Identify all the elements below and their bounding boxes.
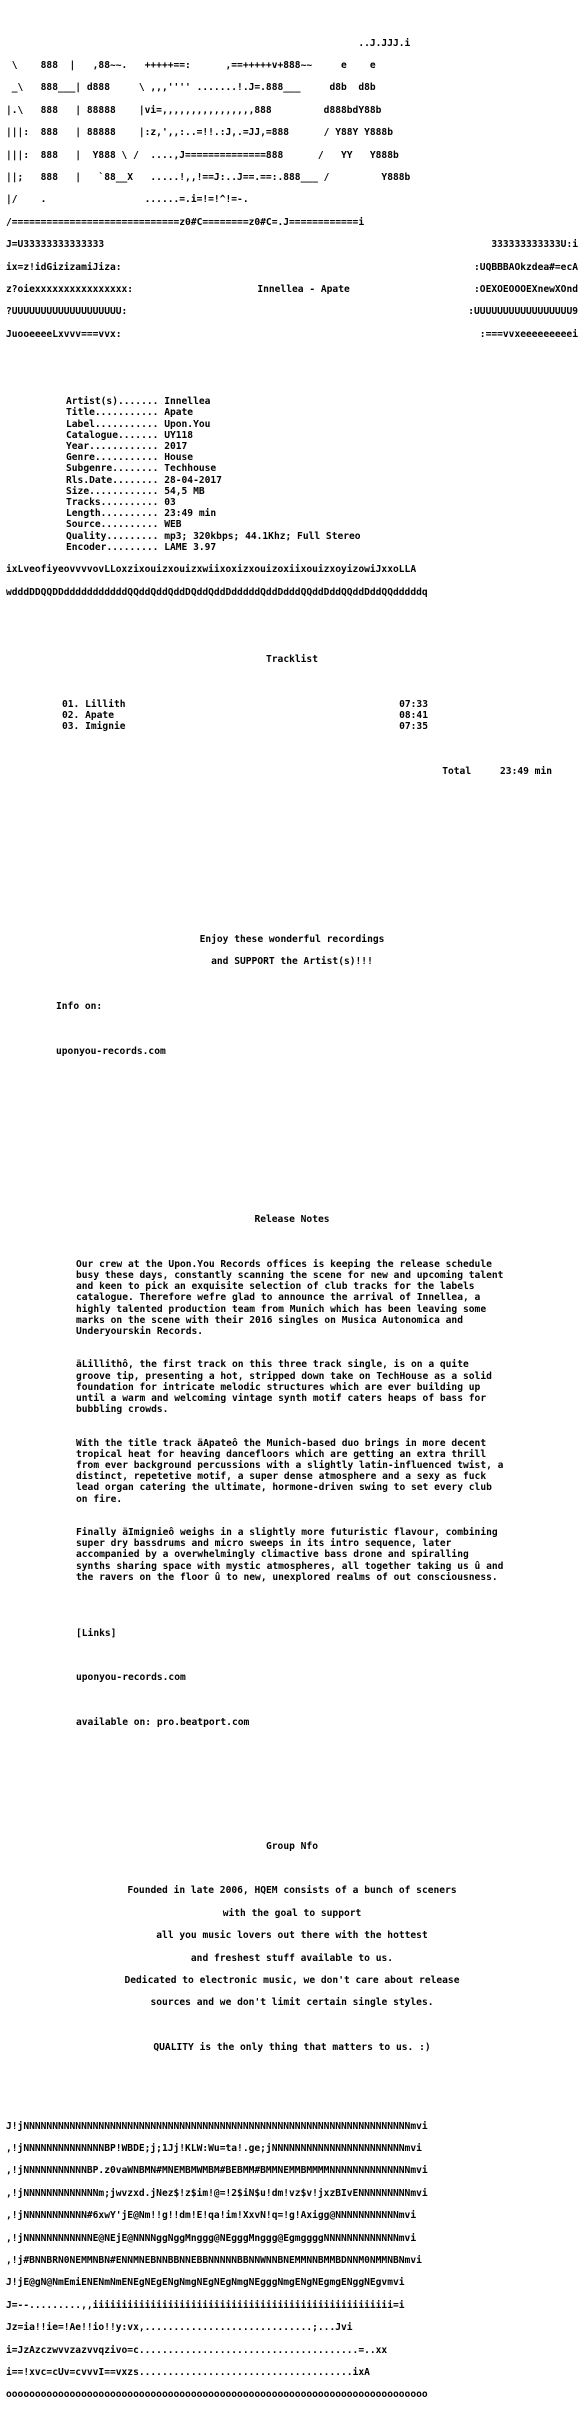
spacer [6, 1796, 578, 1807]
info-key: Genre [66, 452, 95, 464]
info-value: 54,5 MB [164, 485, 205, 497]
track-name: Lillith [85, 698, 126, 710]
spacer [6, 1650, 578, 1661]
info-value: 2017 [164, 440, 188, 452]
footer-end: J=--.........,,iiiiiiiiiiiiiiiiiiiiiiiiiiiiiiiiiiiiiiiiiiiiiiiiiiii=i [6, 2299, 405, 2311]
info-value: UY118 [164, 429, 194, 441]
track-time: 08:41 [399, 709, 428, 721]
side-right: :===vvxeeeeeeeeei [479, 328, 578, 340]
info-dots: ........... [94, 407, 165, 419]
info-value: mp3; 320kbps; 44.1Khz; Full Stereo [164, 530, 361, 542]
release-notes [6, 1203, 578, 1740]
spacer [6, 1147, 578, 1158]
footer-line: ,!jNNNNNNNNNNN#6xwY'jE@Nm!!g!!dm!E!qa!im!XxvN!q=!g!Axigg@NNNNNNNNNNNmvi [6, 2210, 417, 2222]
info-row [6, 542, 578, 553]
footer-line: ,!jNNNNNNNNNNNBP.z0vaWNBMN#MNEMBMWMBM#BEBMM#BMMNEMMBMMMMNNNNNNNNNNNNNNmvi [6, 2165, 428, 2177]
info-key: Label [66, 418, 95, 430]
art-line: ..J.JJJ.i [6, 37, 411, 49]
track-title [6, 721, 126, 732]
support-line2: and SUPPORT the Artist(s)!!! [211, 956, 373, 968]
link-website[interactable]: uponyou-records.com [76, 1672, 186, 1684]
footer-line: ,!jNNNNNNNNNNNNNNBP!WBDE;j;1Jj!KLW:Wu=ta!.ge;jNNNNNNNNNNNNNNNNNNNNNNNmvi [6, 2142, 422, 2154]
info-value: 28-04-2017 [164, 474, 222, 486]
info-value: Techhouse [164, 463, 217, 475]
info-dots: ....... [117, 396, 165, 408]
art-line: |||: 888 | 88888 |:z,',,:..=!!.:J,.=JJ,=888 / Y88Y Y888b [6, 127, 393, 139]
track-row [6, 721, 578, 732]
info-row [6, 463, 578, 474]
spacer [6, 743, 578, 754]
info-dots: ....... [117, 429, 165, 441]
track-name: Apate [85, 709, 114, 721]
total-row [6, 766, 578, 777]
group-line: Dedicated to electronic music, we don't care about release [124, 1974, 460, 1986]
notes-heading: Release Notes [254, 1213, 330, 1225]
track-time: 07:35 [399, 721, 428, 732]
divider: ixLveofiyeovvvvovLLoxzixouizxouizxwiixoxizxouizoxiixouizxoyizowiJxxoLLA [6, 564, 417, 576]
side-right: :OEXOEOOOEXnewXOnd [474, 284, 578, 296]
info-key: Catalogue [66, 429, 118, 441]
spacer [6, 1751, 578, 1762]
spacer [6, 1863, 578, 1874]
info-key: Artist(s) [66, 396, 118, 408]
info-row [6, 519, 578, 530]
total-time: 23:49 min [500, 765, 552, 777]
notes-paragraph: With the title track äApateô the Munich-based duo brings in more decent tropical heat for heaving dancefloors which are getting an extra thrill from ever background percussions with a slightly latin-influenced twist, a distinct, repetetive motif, a super dense atmosphere and a sexy as fuck lead organ catering the ultimate, hormone-driven swing to set every club on fire. [76, 1437, 504, 1505]
info-row [6, 452, 578, 463]
info-key: Year [66, 440, 90, 452]
info-key: Rls.Date [66, 474, 113, 486]
info-key: Size [66, 485, 90, 497]
side-row [6, 329, 578, 340]
group-line: with the goal to support [222, 1907, 362, 1919]
track-list [6, 699, 578, 733]
info-dots: ........ [112, 474, 165, 486]
art-bar: /=============================z0#C========z0#C=.J============i [6, 216, 365, 228]
tracklist-heading: Tracklist [266, 653, 318, 665]
info-row [6, 419, 578, 430]
divider: wdddDDQQDDdddddddddddQQddQddQddDQddQddDdddddQddDdddQQddDddQQddDddQQdddddq [6, 586, 428, 598]
track-number: 03. [62, 721, 80, 732]
spacer [6, 676, 578, 687]
info-key: Source [66, 519, 101, 531]
footer-end: Jz=ia!!ie=!Ae!!io!!y:vx,.............................;...Jvi [6, 2322, 353, 2334]
link-beatport[interactable]: available on: pro.beatport.com [76, 1717, 250, 1729]
group-line: sources and we don't limit certain single styles. [150, 1997, 434, 2009]
info-value: 03 [164, 496, 176, 508]
spacer [6, 609, 578, 620]
spacer [6, 844, 578, 855]
group-quality: QUALITY is the only thing that matters to us. :) [153, 2042, 431, 2054]
info-key: Quality [66, 530, 107, 542]
group-line: Founded in late 2006, HQEM consists of a bunch of sceners [127, 1885, 457, 1897]
info-table [6, 396, 578, 553]
spacer [6, 1102, 578, 1113]
spacer [6, 822, 578, 833]
info-key: Encoder [66, 541, 107, 553]
info-dots: .......... [100, 508, 165, 520]
footer-end: ooooooooooooooooooooooooooooooooooooooooooooooooooooooooooooooooooooooooo [6, 2389, 428, 2401]
track-title [6, 710, 114, 721]
info-key: Title [66, 407, 95, 419]
info-dots: ......... [106, 530, 165, 542]
track-name: Imignie [85, 721, 126, 732]
spacer [6, 2020, 578, 2031]
side-left: ?UUUUUUUUUUUUUUUUUUU: [6, 306, 128, 318]
spacer [6, 1023, 578, 1034]
track-number: 01. [62, 698, 80, 710]
code-left: J=U33333333333333 [6, 239, 105, 251]
info-value: 23:49 min [164, 508, 217, 520]
info-value: Upon.You [164, 418, 211, 430]
footer-line: ,!jNNNNNNNNNNNNNm;jwvzxd.jNez$!z$im!@=!2$iN$u!dm!vz$v!jxzBIvENNNNNNNNNmvi [6, 2187, 428, 2199]
info-dots: ........... [94, 418, 165, 430]
info-value: House [164, 452, 194, 464]
art-line: ||; 888 | `88__X .....!,,!==J:..J==.==:.888___ / Y888b [6, 172, 411, 184]
notes-paragraph: Our crew at the Upon.You Records offices is keeping the release schedule busy these days, constantly scanning the scene for new and upcoming talent and keen to pick an exquisite selection of club tracks for the labels catalogue. Therefore wefre glad to announce the arrival of Innellea, a highly talented production team from Munich which has been leaving some marks on the scene with their 2016 singles on Musica Autonomica and Underyourskin Records. [76, 1258, 504, 1337]
info-dots: ........ [112, 463, 165, 475]
code-right: 333333333333U:i [491, 239, 578, 251]
art-line: _\ 888___| d888 \ ,,,'''' .......!.J=.888___ d8b d8b [6, 82, 376, 94]
support-box [6, 900, 578, 1068]
side-right: :UQBBBAOkzdea#=ecA [474, 261, 578, 273]
spacer [6, 1080, 578, 1091]
side-left: z?oiexxxxxxxxxxxxxxxx: [6, 284, 134, 296]
spacer [6, 799, 578, 810]
info-value: Innellea [164, 396, 211, 408]
footer-line: J!jE@gN@NmEmiENENmNmENEgNEgENgNmgNEgNEgNmgNEgggNmgENgNEgmgENggNEgvmvi [6, 2277, 405, 2289]
info-dots: ............ [89, 440, 165, 452]
art-line: |.\ 888 | 88888 |vi=,,,,,,,,,,,,,,,,888 d888bdY88b [6, 104, 382, 116]
spacer [6, 1169, 578, 1180]
header-art [6, 26, 578, 351]
spacer [6, 867, 578, 878]
art-line: \ 888 | ,88~~. +++++==: ,==+++++v+888~~ e e [6, 60, 376, 72]
support-line1: Enjoy these wonderful recordings [199, 933, 385, 945]
footer-end: i==!xvc=cUv=cvvvI==vxzs.....................................ixA [6, 2367, 370, 2379]
info-dots: .......... [100, 496, 165, 508]
tracklist [6, 643, 578, 789]
track-title [6, 699, 126, 710]
info-row [6, 430, 578, 441]
side-left: ix=z!idGizizamiJiza: [6, 261, 122, 273]
group-line: all you music lovers out there with the hottest [156, 1930, 428, 1942]
info-row [6, 407, 578, 418]
footer-end: i=JzAzczwvvzazvvqzivo=c......................................=..xx [6, 2344, 388, 2356]
title-row [6, 284, 578, 295]
art-line: |||: 888 | Y888 \ / ....,J==============888 / YY Y888b [6, 149, 399, 161]
side-left: JuooeeeeLxvvv===vvx: [6, 328, 122, 340]
footer-line: J!jNNNNNNNNNNNNNNNNNNNNNNNNNNNNNNNNNNNNNNNNNNNNNNNNNNNNNNNNNNNNNNNNNNNmvi [6, 2120, 428, 2132]
info-key: Subgenre [66, 463, 113, 475]
side-right: :UUUUUUUUUUUUUUUUU9 [468, 306, 578, 318]
info-row [6, 396, 578, 407]
footer-line: ,!j#BNNBRN0NEMMNBN#ENNMNEBNNBBNNEBBNNNNNBBNNWNNBNEMMNNBMMBDNNM0NMMNBNmvi [6, 2255, 422, 2267]
info-row [6, 475, 578, 486]
notes-paragraph: Finally äImignieô weighs in a slightly more futuristic flavour, combining super dry bassdrums and micro sweeps in its intro sequence, later accompanied by a overwhelmingly climactive bass drone and spiralling synths sharing space with mystic atmospheres, all together taking us û and the ravers on the floor û to new, unexplored realms of out consciousness. [76, 1527, 504, 1583]
info-url: uponyou-records.com [56, 1045, 166, 1057]
info-dots: .......... [100, 519, 165, 531]
info-row [6, 508, 578, 519]
group-heading: Group Nfo [266, 1840, 318, 1852]
spacer [6, 1773, 578, 1784]
side-row [6, 306, 578, 317]
release-title: Innellea - Apate [257, 284, 350, 296]
track-time: 07:33 [399, 698, 428, 710]
info-value: LAME 3.97 [164, 541, 217, 553]
spacer [6, 2076, 578, 2087]
spacer [6, 979, 578, 990]
track-row [6, 699, 578, 710]
side-row [6, 262, 578, 273]
info-dots: ........... [94, 452, 165, 464]
spacer [6, 363, 578, 374]
spacer [6, 1695, 578, 1706]
spacer [6, 911, 578, 922]
info-value: Apate [164, 407, 194, 419]
art-line: |/ . ......=.i=!=!^!=-. [6, 194, 290, 206]
footer-art [6, 2109, 578, 2411]
spacer [6, 1124, 578, 1135]
total-label: Total [442, 765, 472, 777]
info-key: Tracks [66, 496, 101, 508]
info-label: Info on: [56, 1001, 103, 1013]
info-row [6, 486, 578, 497]
code-row [6, 239, 578, 250]
group-line: and freshest stuff available to us. [190, 1952, 394, 1964]
links-label: [Links] [76, 1627, 117, 1639]
group-nfo [6, 1829, 578, 2064]
info-dots: ......... [106, 541, 165, 553]
info-row [6, 497, 578, 508]
info-dots: ............ [89, 485, 165, 497]
track-number: 02. [62, 709, 80, 721]
info-value: WEB [164, 519, 182, 531]
info-key: Length [66, 508, 101, 520]
notes-paragraph: äLillithô, the first track on this three track single, is on a quite groove tip, presenting a hot, stripped down take on TechHouse as a solid foundation for intricate melodic structures which are ever building up until a warm and welcoming vintage synth motif caters heaps of bass for bubbling crowds. [76, 1359, 492, 1416]
info-row [6, 531, 578, 542]
footer-line: ,!jNNNNNNNNNNNNE@NEjE@NNNNggNggMnggg@NEgggMnggg@EgmggggNNNNNNNNNNNNNmvi [6, 2232, 417, 2244]
info-row [6, 441, 578, 452]
spacer [6, 1605, 578, 1616]
spacer [6, 1236, 578, 1247]
track-row [6, 710, 578, 721]
